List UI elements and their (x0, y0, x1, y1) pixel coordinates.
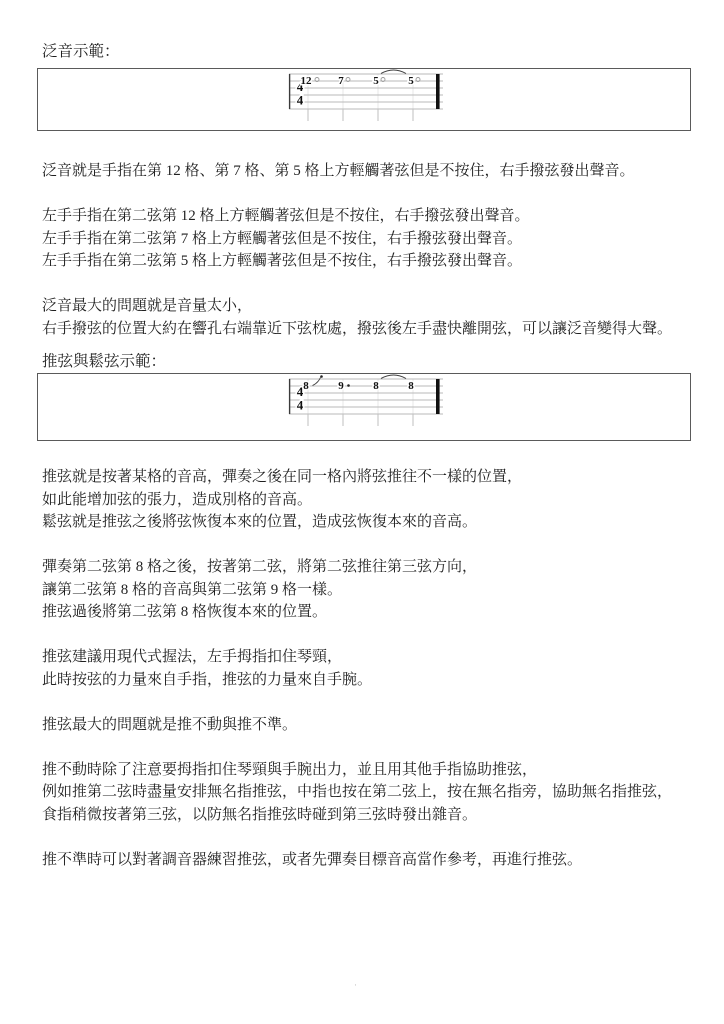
fret-number: 9 (338, 380, 344, 392)
paragraph-harmonics-intro (42, 160, 690, 183)
paragraph-bend-example (42, 556, 690, 624)
text-line: 推弦就是按著某格的音高，彈奏之後在同一格內將弦推往不一樣的位置， (42, 469, 523, 485)
page-footer-mark: · (354, 980, 357, 990)
text-line: 鬆弦就是推弦之後將弦恢復本來的位置，造成弦恢復本來的音高。 (42, 514, 478, 530)
barline-final (436, 74, 440, 109)
fret-number: 5 (373, 75, 379, 87)
figure-box-bend (37, 373, 691, 441)
text-line: 食指稍微按著第三弦，以防無名指推弦時碰到第三弦時發出雜音。 (42, 806, 478, 823)
paragraph-bend-assist (42, 759, 690, 827)
text-line: 推不準時可以對著調音器練習推弦，或者先彈奏目標音高當作參考，再進行推弦。 (42, 851, 583, 868)
text-line: 推弦過後將第二弦第 8 格恢復本來的位置。 (42, 604, 328, 620)
staff-lines (289, 379, 443, 414)
paragraph-bend-tuner (42, 849, 690, 872)
paragraph-harmonics-steps (42, 205, 690, 273)
text-line: 左手手指在第二弦第 7 格上方輕觸著弦但是不按住，右手撥弦發出聲音。 (42, 230, 523, 247)
time-signature-bottom: 4 (296, 397, 304, 413)
fret-number: 12 (300, 75, 312, 87)
text-line: 左手手指在第二弦第 5 格上方輕觸著弦但是不按住，右手撥弦發出聲音。 (42, 253, 523, 269)
text-line: 例如推第二弦時盡量安排無名指推弦，中指也按在第二弦上，按在無名指旁，協助無名指推弦， (42, 784, 673, 800)
text-line: 推弦最大的問題就是推不動與推不準。 (42, 716, 298, 733)
guitar-tab-bend (287, 370, 445, 428)
text-line: 推不動時除了注意要拇指扣住琴頸與手腕出力，並且用其他手指協助推弦， (42, 761, 538, 778)
text-line: 彈奏第二弦第 8 格之後，按著第二弦，將第二弦推往第三弦方向， (42, 559, 478, 575)
fret-number: 7 (338, 75, 344, 87)
text-line: 讓第二弦第 8 格的音高與第二弦第 9 格一樣。 (42, 581, 343, 598)
text-line: 泛音就是手指在第 12 格、第 7 格、第 5 格上方輕觸著弦但是不按住，右手撥弦發出聲音。 (42, 163, 635, 179)
paragraph-bend-definition (42, 466, 690, 534)
section-title-harmonics: 泛音示範： (42, 43, 120, 60)
tie-arc (381, 375, 406, 379)
time-signature-bottom: 4 (296, 92, 304, 108)
paragraph-bend-grip (42, 646, 690, 691)
barline-final (436, 379, 440, 414)
paragraph-bend-problems (42, 714, 690, 737)
figure-box-harmonics (37, 68, 691, 131)
rhythm-stems (308, 414, 413, 426)
fret-number: 8 (408, 380, 414, 392)
time-signature-top: 4 (296, 79, 304, 94)
rhythm-stems (308, 109, 413, 121)
paragraph-harmonics-volume (42, 295, 690, 340)
fret-number: 8 (303, 380, 309, 392)
text-line: 此時按弦的力量來自手指，推弦的力量來自手腕。 (42, 671, 373, 688)
section-title-bend: 推弦與鬆弦示範： (42, 353, 167, 370)
time-signature-top: 4 (296, 384, 304, 399)
guitar-tab-harmonics (287, 65, 445, 123)
text-line: 如此能增加弦的張力，造成別格的音高。 (42, 491, 313, 508)
text-line: 右手撥弦的位置大約在響孔右端靠近下弦枕處，撥弦後左手盡快離開弦，可以讓泛音變得大聲。 (42, 320, 673, 337)
tie-arc (381, 70, 406, 74)
fret-number: 8 (373, 380, 379, 392)
text-line: 推弦建議用現代式握法，左手拇指扣住琴頸， (42, 649, 343, 665)
fret-number: 5 (408, 75, 414, 87)
text-line: 泛音最大的問題就是音量太小， (42, 298, 253, 314)
release-dot-icon (347, 384, 350, 387)
text-line: 左手手指在第二弦第 12 格上方輕觸著弦但是不按住，右手撥弦發出聲音。 (42, 208, 530, 224)
bend-arrow-dot-icon (320, 375, 323, 378)
